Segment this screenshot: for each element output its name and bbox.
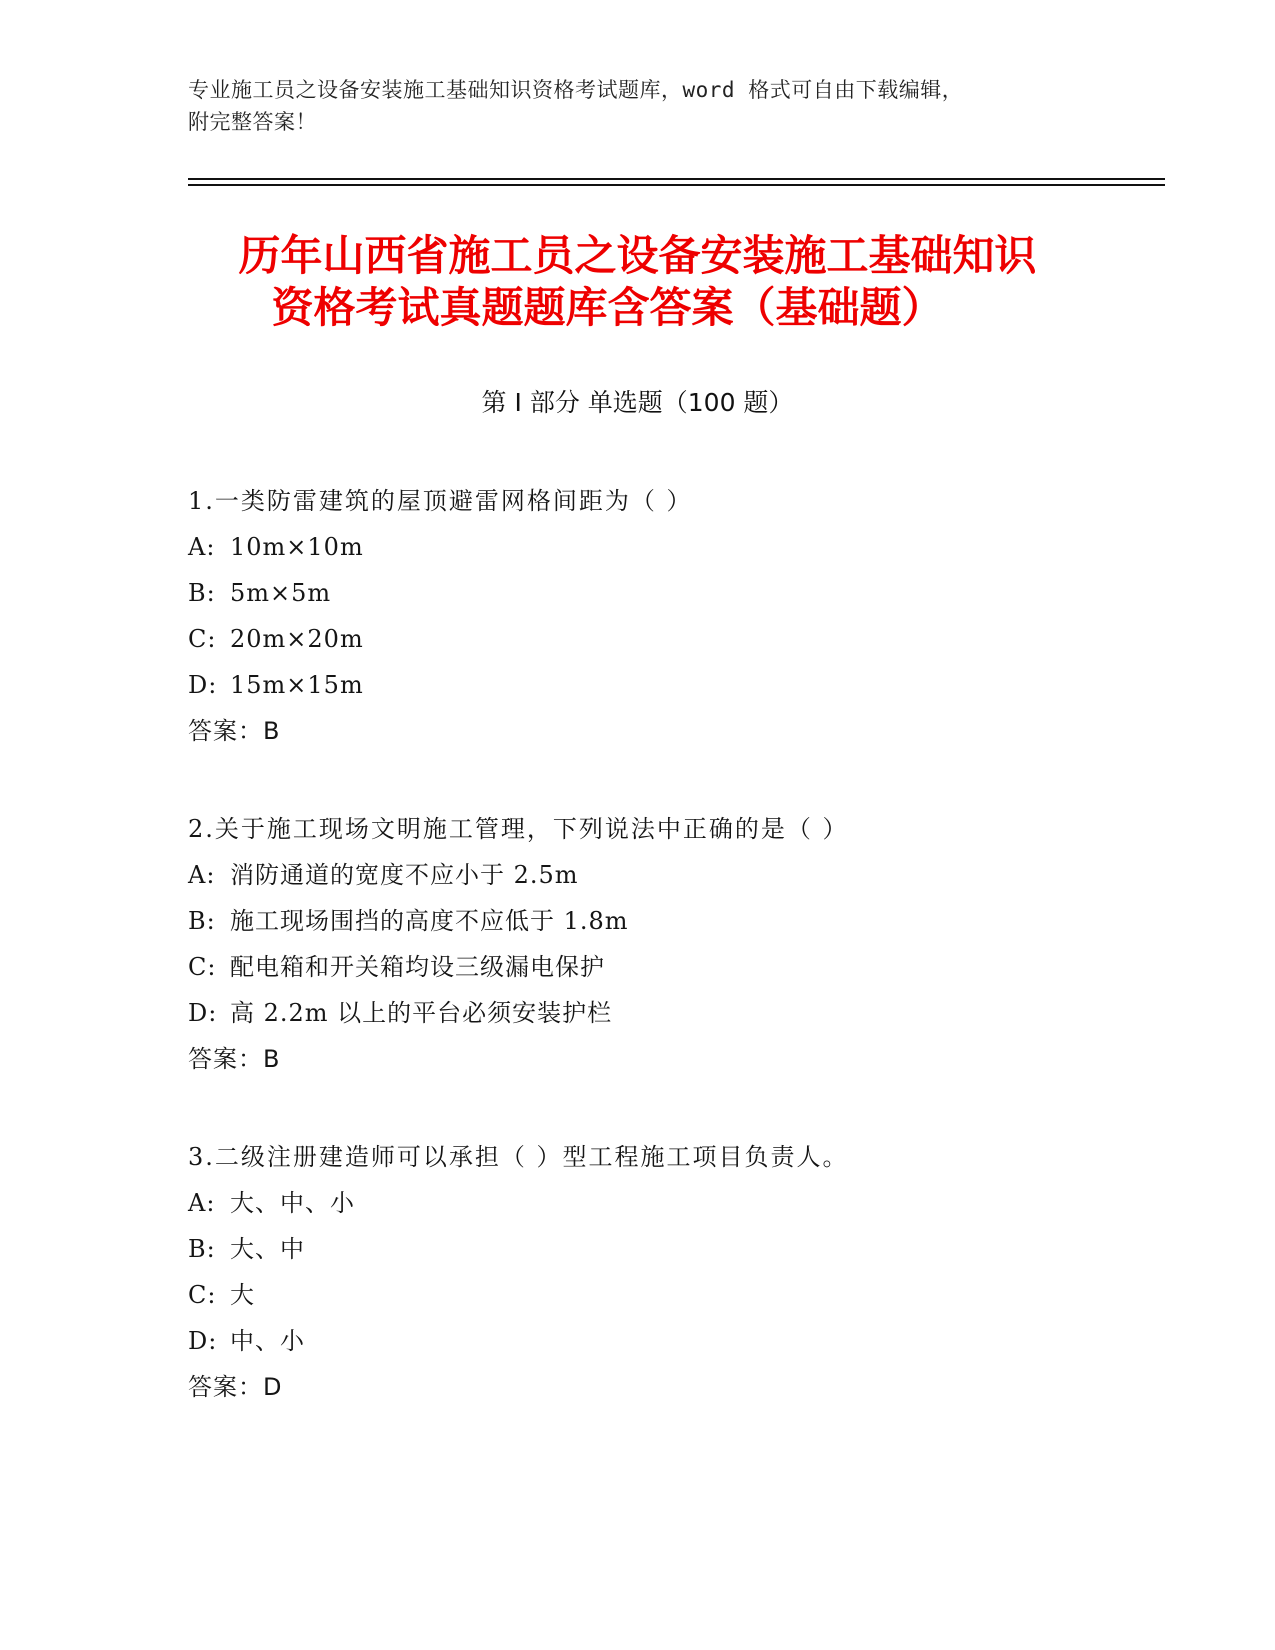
option-text: 10m×10m [230, 533, 364, 561]
header-note-line-1: 专业施工员之设备安装施工基础知识资格考试题库，word 格式可自由下载编辑， [188, 78, 964, 102]
option-key: C: [188, 1281, 217, 1309]
option-key: C: [188, 953, 217, 981]
option-d [188, 1318, 1148, 1364]
header-divider-top [188, 178, 1165, 180]
option-key: B: [188, 907, 216, 935]
option-text: 消防通道的宽度不应小于 2.5m [230, 861, 579, 889]
option-key: D: [188, 1327, 218, 1355]
header-note-line-2: 附完整答案！ [188, 110, 317, 134]
option-key: A: [188, 861, 216, 889]
option-key: C: [188, 625, 217, 653]
question-list [188, 478, 1148, 1410]
option-a [188, 1180, 1148, 1226]
question-stem: 2.关于施工现场文明施工管理，下列说法中正确的是（ ） [188, 815, 849, 843]
option-text: 15m×15m [230, 671, 364, 699]
answer-line: 答案：B [188, 1045, 281, 1073]
question-1 [188, 478, 1148, 754]
answer-line: 答案：D [188, 1373, 283, 1401]
option-text: 施工现场围挡的高度不应低于 1.8m [230, 907, 629, 935]
option-text: 高 2.2m 以上的平台必须安装护栏 [230, 999, 613, 1027]
option-text: 大 [230, 1281, 255, 1309]
option-c [188, 944, 1148, 990]
option-text: 5m×5m [230, 579, 332, 607]
question-2 [188, 806, 1148, 1082]
option-text: 大、中 [230, 1235, 305, 1263]
option-key: B: [188, 1235, 216, 1263]
option-a [188, 852, 1148, 898]
document-title-line-2: 资格考试真题题库含答案（基础题） [271, 283, 944, 332]
question-stem: 1.一类防雷建筑的屋顶避雷网格间距为（ ） [188, 487, 693, 515]
option-key: A: [188, 1189, 216, 1217]
option-d [188, 662, 1148, 708]
document-title-line-1: 历年山西省施工员之设备安装施工基础知识 [238, 231, 1037, 280]
option-d [188, 990, 1148, 1036]
option-key: D: [188, 999, 218, 1027]
option-c [188, 616, 1148, 662]
option-key: D: [188, 671, 218, 699]
section-heading: 第 I 部分 单选题（100 题） [481, 388, 794, 417]
question-stem: 3.二级注册建造师可以承担（ ）型工程施工项目负责人。 [188, 1143, 849, 1171]
header-divider-bottom [188, 184, 1165, 186]
option-b [188, 570, 1148, 616]
option-key: B: [188, 579, 216, 607]
option-c [188, 1272, 1148, 1318]
question-3 [188, 1134, 1148, 1410]
option-b [188, 1226, 1148, 1272]
option-text: 配电箱和开关箱均设三级漏电保护 [230, 953, 605, 981]
option-text: 20m×20m [230, 625, 364, 653]
answer-line: 答案：B [188, 717, 281, 745]
header-note [188, 74, 1088, 138]
option-key: A: [188, 533, 216, 561]
option-b [188, 898, 1148, 944]
option-a [188, 524, 1148, 570]
option-text: 大、中、小 [230, 1189, 355, 1217]
option-text: 中、小 [230, 1327, 305, 1355]
